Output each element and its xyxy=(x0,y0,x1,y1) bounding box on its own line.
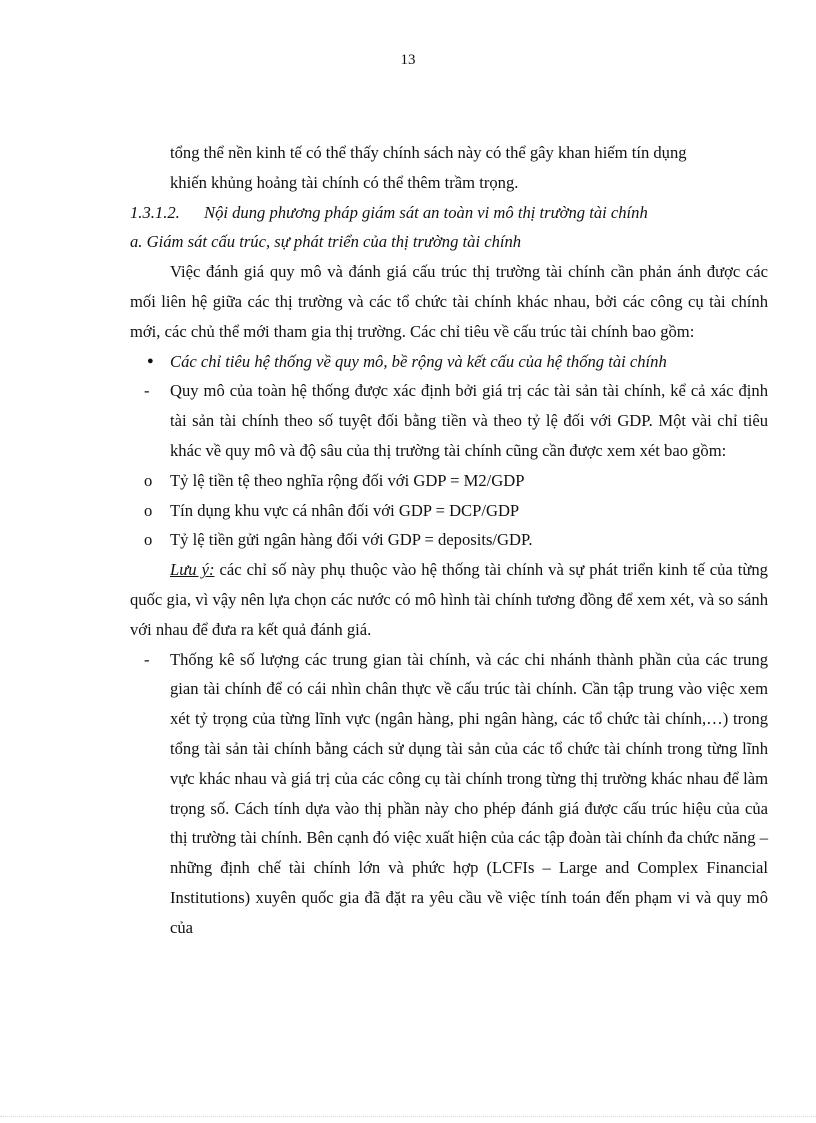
continuation-line-2: khiến khủng hoảng tài chính có thể thêm trầm trọng. xyxy=(170,172,519,192)
sub-list-item-text: Tỷ lệ tiền tệ theo nghĩa rộng đối với GDP = M2/GDP xyxy=(170,470,525,490)
section-number: 1.3.1.2. xyxy=(130,202,180,222)
document-body xyxy=(130,138,768,943)
dash-marker: - xyxy=(144,649,150,669)
dash-item-intermediaries xyxy=(130,645,768,943)
dash-item-size xyxy=(130,376,768,465)
dash-item-intermediaries-text: Thống kê số lượng các trung gian tài chính, và các chi nhánh thành phần của các trung gian tài chính để có cái nhìn chân thực về cấu trúc tài chính. Cần tập trung vào việc xem xét tỷ trọng của từng lĩnh vực (ngân hàng, phi ngân hàng, các tổ chức tài chính,…) trong tổng tài sản tài chính bằng cách sử dụng tài sản của các tổ chức tài chính trong từng lĩnh vực khác nhau và giá trị của các công cụ tài chính trong từng thị trường khác nhau để làm trọng số. Cách tính dựa vào thị phần này cho phép đánh giá được cấu trúc hiệu của của thị trường tài chính. Bên cạnh đó việc xuất hiện của các tập đoàn tài chính đa chức năng – những định chế tài chính lớn và phức hợp (LCFIs – Large and Complex Financial Institutions) xuyên quốc gia đã đặt ra yêu cầu về việc tính toán đến phạm vi và quy mô của xyxy=(170,649,768,937)
page-number: 13 xyxy=(400,52,416,68)
bullet-icon: ● xyxy=(147,354,154,367)
circle-marker-icon: o xyxy=(144,470,153,490)
sub-list-item xyxy=(130,466,768,496)
section-title: Nội dung phương pháp giám sát an toàn vi mô thị trường tài chính xyxy=(204,202,648,222)
dash-item-size-text: Quy mô của toàn hệ thống được xác định bởi giá trị các tài sản tài chính, kể cả xác định tài sản tài chính theo số tuyệt đối bằng tiền và theo tỷ lệ đối với GDP. Một vài chỉ tiêu khác về quy mô và độ sâu của thị trường tài chính cũng cần được xem xét bao gồm: xyxy=(170,381,768,460)
circle-marker-icon: o xyxy=(144,500,153,520)
note-label: Lưu ý: xyxy=(170,560,215,580)
circle-marker-icon: o xyxy=(144,530,153,550)
page-bottom-divider xyxy=(0,1116,816,1117)
sub-list-item xyxy=(130,525,768,555)
intro-paragraph: Việc đánh giá quy mô và đánh giá cấu trúc thị trường tài chính cần phản ánh được các mối liên hệ giữa các thị trường và các tổ chức tài chính khác nhau, bởi các công cụ tài chính mới, các chủ thể mới tham gia thị trường. Các chỉ tiêu về cấu trúc tài chính bao gồm: xyxy=(130,262,768,341)
note-text: các chỉ số này phụ thuộc vào hệ thống tài chính và sự phát triển kinh tế của từng quốc gia, vì vậy nên lựa chọn các nước có mô hình tài chính tương đồng để xem xét, và so sánh với nhau để đưa ra kết quả đánh giá. xyxy=(130,560,768,639)
note-paragraph xyxy=(130,555,768,644)
sub-list-item-text: Tỷ lệ tiền gửi ngân hàng đối với GDP = deposits/GDP. xyxy=(170,530,533,550)
sub-list-item xyxy=(130,496,768,526)
section-heading xyxy=(130,198,768,228)
dash-marker: - xyxy=(144,381,150,401)
bullet-item xyxy=(130,347,768,377)
continuation-line-1: tổng thể nền kinh tế có thể thấy chính sách này có thể gây khan hiếm tín dụng xyxy=(170,143,687,162)
subheading: a. Giám sát cấu trúc, sự phát triển của thị trường tài chính xyxy=(130,232,522,252)
sub-list-item-text: Tín dụng khu vực cá nhân đối với GDP = DCP/GDP xyxy=(170,500,520,520)
bullet-item-text: Các chỉ tiêu hệ thống về quy mô, bề rộng và kết cấu của hệ thống tài chính xyxy=(170,351,667,371)
